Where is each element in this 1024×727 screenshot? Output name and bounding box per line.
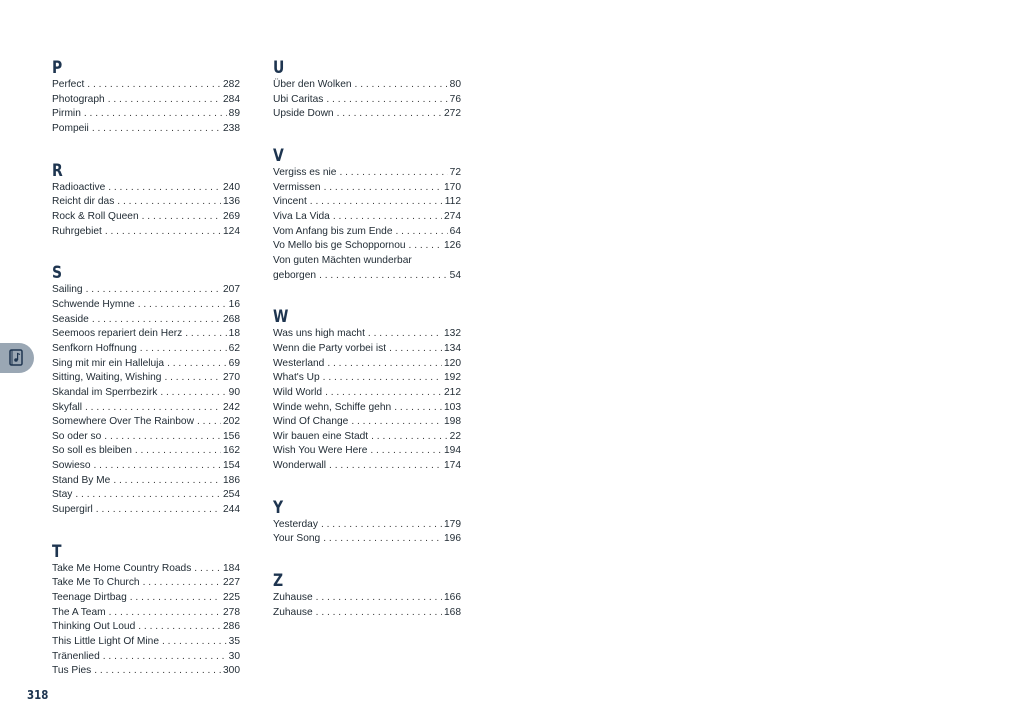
- entry-title: Vom Anfang bis zum Ende: [273, 225, 393, 237]
- index-entry[interactable]: [52, 298, 240, 313]
- index-entry[interactable]: [52, 313, 240, 328]
- entry-title: Stand By Me: [52, 474, 111, 486]
- index-entry[interactable]: [273, 166, 461, 181]
- entry-page-number: 192: [444, 372, 461, 384]
- dot-leader: [92, 122, 221, 137]
- index-entry[interactable]: [273, 371, 461, 386]
- index-entry[interactable]: [52, 181, 240, 196]
- dot-leader: [130, 591, 221, 606]
- index-entry[interactable]: [273, 444, 461, 459]
- dot-leader: [96, 503, 221, 518]
- index-entry[interactable]: [52, 327, 240, 342]
- index-section: [273, 498, 461, 547]
- entry-page-number: 132: [444, 328, 461, 340]
- index-entry[interactable]: [52, 401, 240, 416]
- entry-title: What's Up: [273, 372, 320, 384]
- index-entry[interactable]: [273, 386, 461, 401]
- entry-page-number: 162: [223, 445, 240, 457]
- index-entry[interactable]: [273, 532, 461, 547]
- entry-page-number: 80: [449, 79, 461, 90]
- dot-leader: [371, 430, 448, 445]
- entry-page-number: 272: [444, 108, 461, 120]
- index-entry[interactable]: [52, 444, 240, 459]
- entry-title: Zuhause: [273, 606, 313, 618]
- dot-leader: [368, 327, 442, 342]
- index-entry[interactable]: [52, 474, 240, 489]
- entry-title-continued: geborgen: [273, 269, 317, 281]
- entry-page-number: 196: [444, 533, 461, 545]
- entry-page-number: 112: [444, 196, 461, 208]
- entry-page-number: 120: [444, 357, 461, 369]
- index-entry[interactable]: [52, 503, 240, 518]
- index-entry[interactable]: [52, 210, 240, 225]
- dot-leader: [164, 371, 221, 386]
- dot-leader: [105, 225, 221, 240]
- dot-leader: [389, 342, 442, 357]
- entry-title: So oder so: [52, 430, 102, 442]
- entry-page-number: 72: [449, 166, 461, 178]
- dot-leader: [167, 357, 227, 372]
- entry-page-number: 240: [223, 181, 240, 193]
- index-entry[interactable]: [52, 430, 240, 445]
- dot-leader: [185, 327, 226, 342]
- entry-page-number: 126: [444, 240, 461, 252]
- index-entry[interactable]: [273, 239, 461, 254]
- dot-leader: [339, 166, 447, 181]
- entry-title: Was uns high macht: [273, 328, 365, 340]
- dot-leader: [117, 195, 221, 210]
- entry-page-number: 22: [449, 430, 461, 442]
- entry-page-number: 244: [223, 504, 240, 516]
- dot-leader: [108, 93, 221, 108]
- entry-title: Über den Wolken: [273, 79, 352, 90]
- dot-leader: [197, 415, 221, 430]
- index-entry[interactable]: [52, 225, 240, 240]
- entry-page-number: 89: [228, 108, 240, 120]
- entry-page-number: 76: [449, 93, 461, 105]
- index-entry[interactable]: [52, 342, 240, 357]
- entry-title: Your Song: [273, 533, 321, 545]
- entry-page-number: 282: [223, 79, 240, 90]
- index-column-left: [52, 52, 240, 679]
- index-entry[interactable]: [273, 327, 461, 342]
- dot-leader: [316, 591, 442, 606]
- index-section: [52, 263, 240, 518]
- dot-leader: [103, 650, 227, 665]
- entry-page-number: 174: [444, 460, 461, 472]
- music-note-book-icon: [9, 349, 23, 366]
- entry-page-number: 170: [444, 181, 461, 193]
- index-entry[interactable]: [273, 181, 461, 196]
- entry-page-number: 225: [223, 592, 240, 604]
- entry-title: Skyfall: [52, 401, 83, 413]
- section-letter-heading: T: [52, 541, 62, 562]
- entry-page-number: 286: [223, 621, 240, 633]
- entry-page-number: 212: [444, 386, 461, 398]
- index-entry[interactable]: [273, 93, 461, 108]
- entry-page-number: 227: [223, 577, 240, 589]
- entry-title: Radioactive: [52, 181, 106, 193]
- entry-title: Photograph: [52, 93, 105, 105]
- entry-page-number: 238: [223, 122, 240, 134]
- index-section: [52, 161, 240, 240]
- index-entry[interactable]: [52, 283, 240, 298]
- entry-page-number: 207: [223, 284, 240, 296]
- entry-page-number: 64: [449, 225, 461, 237]
- dot-leader: [351, 415, 442, 430]
- entry-title: Viva La Vida: [273, 210, 330, 222]
- entry-page-number: 198: [444, 416, 461, 428]
- section-letter-heading: Y: [273, 497, 284, 518]
- entry-title: Sowieso: [52, 460, 91, 472]
- entry-title: This Little Light Of Mine: [52, 636, 160, 648]
- entry-title: Tus Pies: [52, 665, 92, 677]
- index-entry[interactable]: [52, 93, 240, 108]
- index-entry[interactable]: [273, 430, 461, 445]
- index-entry[interactable]: [273, 606, 461, 621]
- index-entry[interactable]: [52, 620, 240, 635]
- index-section: [273, 146, 461, 283]
- dot-leader: [94, 459, 221, 474]
- entry-page-number: 268: [223, 313, 240, 325]
- entry-title: So soll es bleiben: [52, 445, 132, 457]
- chapter-side-tab[interactable]: [0, 343, 34, 373]
- entry-page-number: 284: [223, 93, 240, 105]
- entry-title: Senfkorn Hoffnung: [52, 342, 137, 354]
- index-entry[interactable]: [273, 518, 461, 533]
- entry-title: Thinking Out Loud: [52, 621, 136, 633]
- dot-leader: [337, 107, 442, 122]
- entry-title: Supergirl: [52, 504, 93, 516]
- entry-page-number: 136: [223, 196, 240, 208]
- dot-leader: [140, 342, 227, 357]
- entry-title: Ubi Caritas: [273, 93, 324, 105]
- entry-page-number: 179: [444, 518, 461, 530]
- index-section: [273, 58, 461, 122]
- entry-title: Vincent: [273, 196, 307, 208]
- dot-leader: [162, 635, 227, 650]
- index-entry[interactable]: [273, 107, 461, 122]
- index-entry[interactable]: [273, 195, 461, 210]
- entry-title: Somewhere Over The Rainbow: [52, 416, 194, 428]
- entry-page-number: 69: [228, 357, 240, 369]
- dot-leader: [327, 357, 442, 372]
- index-entry[interactable]: [52, 635, 240, 650]
- dot-leader: [113, 474, 221, 489]
- entry-title: Upside Down: [273, 108, 334, 120]
- entry-title: Reicht dir das: [52, 196, 115, 208]
- entry-title: Seemoos repariert dein Herz: [52, 328, 183, 340]
- dot-leader: [355, 78, 448, 93]
- index-entry[interactable]: [52, 459, 240, 474]
- entry-page-number: 186: [223, 474, 240, 486]
- dot-leader: [143, 576, 221, 591]
- index-entry[interactable]: [273, 591, 461, 606]
- index-section: [273, 307, 461, 474]
- dot-leader: [135, 444, 221, 459]
- dot-leader: [326, 93, 447, 108]
- dot-leader: [370, 444, 442, 459]
- index-entry[interactable]: [52, 415, 240, 430]
- index-entry[interactable]: [52, 576, 240, 591]
- entry-page-number: 278: [223, 606, 240, 618]
- entry-title: Pirmin: [52, 108, 81, 120]
- index-entry[interactable]: [52, 488, 240, 503]
- index-entry[interactable]: [273, 342, 461, 357]
- entry-title: Pompeii: [52, 122, 89, 134]
- index-entry[interactable]: [273, 210, 461, 225]
- dot-leader: [329, 459, 442, 474]
- entry-page-number: 103: [444, 401, 461, 413]
- dot-leader: [138, 620, 221, 635]
- entry-title: Von guten Mächten wunderbar: [273, 254, 412, 266]
- dot-leader: [323, 371, 442, 386]
- index-entry[interactable]: [52, 371, 240, 386]
- index-entry[interactable]: [273, 254, 461, 283]
- dot-leader: [75, 488, 221, 503]
- entry-page-number: 18: [228, 328, 240, 340]
- index-entry[interactable]: [52, 78, 240, 93]
- entry-title: Vermissen: [273, 181, 321, 193]
- entry-title: Wonderwall: [273, 460, 327, 472]
- entry-page-number: 54: [449, 269, 461, 281]
- entry-page-number: 269: [223, 210, 240, 222]
- index-entry[interactable]: [273, 459, 461, 474]
- index-section: [273, 571, 461, 620]
- dot-leader: [325, 386, 442, 401]
- index-entry[interactable]: [52, 562, 240, 577]
- entry-title: Vergiss es nie: [273, 166, 337, 178]
- index-entry[interactable]: [273, 401, 461, 416]
- index-entry[interactable]: [52, 606, 240, 621]
- dot-leader: [333, 210, 442, 225]
- dot-leader: [142, 210, 221, 225]
- dot-leader: [310, 195, 443, 210]
- entry-page-number: 168: [444, 606, 461, 618]
- entry-page-number: 154: [223, 460, 240, 472]
- index-section: [52, 542, 240, 679]
- index-column-right: [273, 52, 461, 620]
- entry-page-number: 184: [223, 562, 240, 574]
- entry-page-number: 90: [228, 386, 240, 398]
- dot-leader: [394, 401, 442, 416]
- entry-page-number: 300: [223, 665, 240, 677]
- entry-title: Wir bauen eine Stadt: [273, 430, 369, 442]
- entry-title: Wish You Were Here: [273, 445, 368, 457]
- dot-leader: [108, 181, 221, 196]
- dot-leader: [92, 313, 221, 328]
- entry-title: Stay: [52, 489, 73, 501]
- entry-title: Seaside: [52, 313, 89, 325]
- dot-leader: [94, 664, 221, 679]
- index-entry[interactable]: [52, 122, 240, 137]
- entry-page-number: 242: [223, 401, 240, 413]
- entry-title: Sailing: [52, 284, 83, 296]
- entry-title: Take Me To Church: [52, 577, 140, 589]
- dot-leader: [87, 78, 221, 93]
- entry-title: Teenage Dirtbag: [52, 592, 127, 604]
- index-entry[interactable]: [52, 664, 240, 679]
- section-letter-heading: R: [52, 160, 63, 181]
- entry-title: Tränenlied: [52, 650, 100, 662]
- index-entry[interactable]: [52, 195, 240, 210]
- entry-title: Ruhrgebiet: [52, 225, 102, 237]
- entry-title: Sitting, Waiting, Wishing: [52, 372, 162, 384]
- index-entry[interactable]: [273, 225, 461, 240]
- index-entry[interactable]: [52, 591, 240, 606]
- section-letter-heading: Z: [273, 571, 284, 592]
- dot-leader: [316, 606, 442, 621]
- dot-leader: [324, 181, 442, 196]
- entry-title: Wenn die Party vorbei ist: [273, 342, 387, 354]
- entry-title: The A Team: [52, 606, 106, 618]
- index-entry[interactable]: [273, 415, 461, 430]
- entry-title: Vo Mello bis ge Schoppornou: [273, 240, 406, 252]
- entry-title: Sing mit mir ein Halleluja: [52, 357, 165, 369]
- section-letter-heading: S: [52, 263, 63, 284]
- section-letter-heading: U: [273, 58, 285, 78]
- dot-leader: [194, 562, 221, 577]
- entry-page-number: 194: [444, 445, 461, 457]
- dot-leader: [104, 430, 221, 445]
- entry-title: Skandal im Sperrbezirk: [52, 386, 158, 398]
- dot-leader: [319, 269, 448, 284]
- entry-title: Perfect: [52, 79, 85, 90]
- entry-page-number: 35: [228, 636, 240, 648]
- entry-page-number: 30: [228, 650, 240, 662]
- entry-page-number: 270: [223, 372, 240, 384]
- index-entry[interactable]: [52, 107, 240, 122]
- entry-page-number: 202: [223, 416, 240, 428]
- section-letter-heading: W: [273, 307, 289, 328]
- entry-title: Take Me Home Country Roads: [52, 562, 192, 574]
- entry-title: Schwende Hymne: [52, 298, 135, 310]
- entry-page-number: 62: [228, 342, 240, 354]
- entry-page-number: 16: [228, 298, 240, 310]
- section-letter-heading: V: [273, 145, 284, 166]
- index-entry[interactable]: [52, 650, 240, 665]
- index-entry[interactable]: [273, 357, 461, 372]
- index-entry[interactable]: [273, 78, 461, 93]
- entry-title: Yesterday: [273, 518, 318, 530]
- index-entry[interactable]: [52, 386, 240, 401]
- entry-page-number: 274: [444, 210, 461, 222]
- entry-title: Rock & Roll Queen: [52, 210, 139, 222]
- entry-page-number: 134: [444, 342, 461, 354]
- page-number: 318: [27, 688, 49, 702]
- section-letter-heading: P: [52, 58, 63, 78]
- entry-page-number: 124: [223, 225, 240, 237]
- entry-title: Wild World: [273, 386, 323, 398]
- dot-leader: [321, 518, 442, 533]
- entry-page-number: 254: [223, 489, 240, 501]
- entry-page-number: 166: [444, 592, 461, 604]
- entry-title: Westerland: [273, 357, 325, 369]
- index-section: [52, 58, 240, 137]
- dot-leader: [86, 283, 221, 298]
- dot-leader: [396, 225, 448, 240]
- dot-leader: [160, 386, 226, 401]
- dot-leader: [85, 401, 221, 416]
- dot-leader: [138, 298, 227, 313]
- dot-leader: [109, 606, 221, 621]
- dot-leader: [323, 532, 442, 547]
- entry-page-number: 156: [223, 430, 240, 442]
- entry-title: Winde wehn, Schiffe gehn: [273, 401, 392, 413]
- entry-title: Wind Of Change: [273, 416, 349, 428]
- dot-leader: [409, 239, 442, 254]
- entry-title: Zuhause: [273, 592, 313, 604]
- index-entry[interactable]: [52, 357, 240, 372]
- dot-leader: [84, 107, 227, 122]
